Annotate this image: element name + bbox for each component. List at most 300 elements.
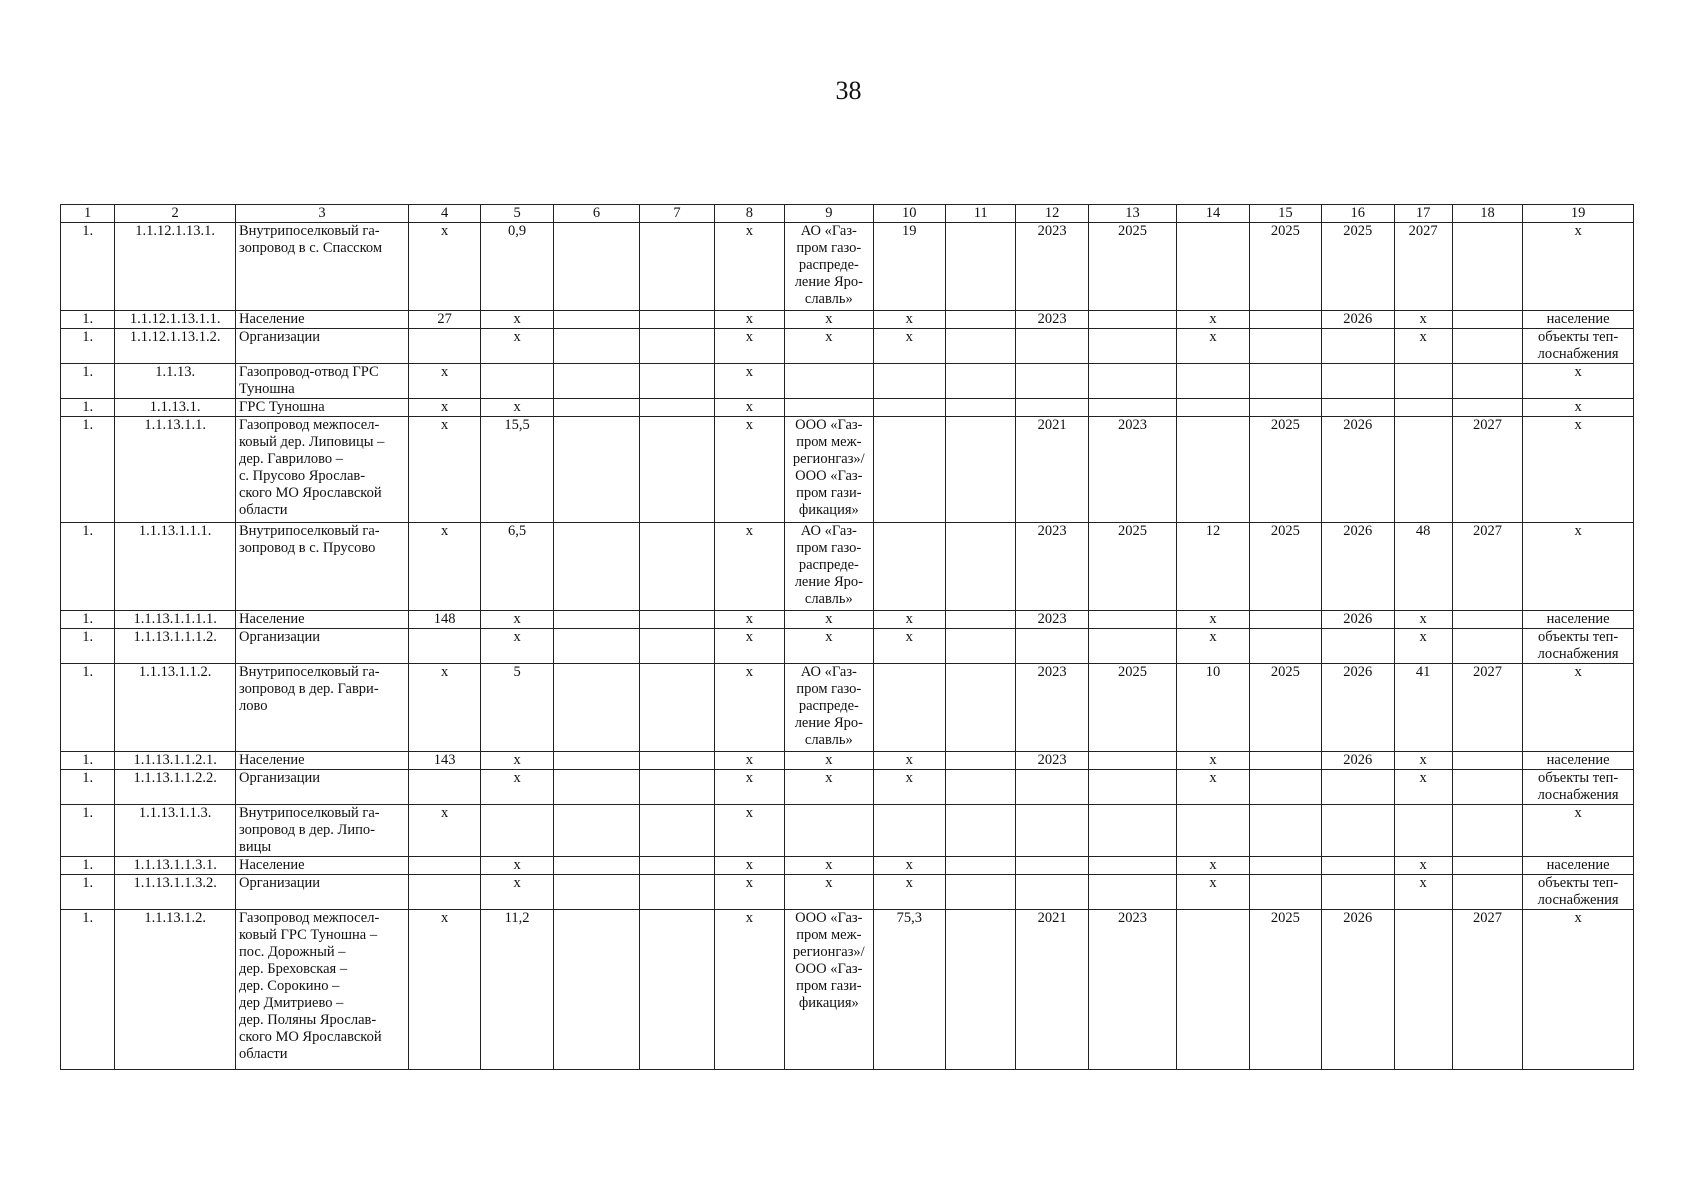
cell-col-6 <box>553 752 639 770</box>
cell-col-6 <box>553 399 639 417</box>
cell-col-11 <box>945 875 1015 910</box>
cell-col-8: x <box>714 329 784 364</box>
cell-col-16: 2026 <box>1322 611 1394 629</box>
cell-col-19: x <box>1523 523 1634 611</box>
cell-col-17 <box>1394 417 1452 523</box>
cell-col-15: 2025 <box>1249 910 1321 1070</box>
cell-col-10: 19 <box>873 223 945 311</box>
cell-col-9: АО «Газ- пром газо- распреде- ление Яро- славль» <box>785 664 874 752</box>
cell-col-10: x <box>873 752 945 770</box>
cell-col-1: 1. <box>61 523 115 611</box>
cell-col-18 <box>1452 611 1522 629</box>
cell-col-18: 2027 <box>1452 910 1522 1070</box>
cell-col-6 <box>553 875 639 910</box>
cell-col-14: x <box>1177 752 1249 770</box>
table-header-row <box>61 205 1634 223</box>
cell-col-1: 1. <box>61 910 115 1070</box>
cell-col-14: 12 <box>1177 523 1249 611</box>
cell-col-9: x <box>785 752 874 770</box>
cell-col-11 <box>945 752 1015 770</box>
cell-col-2: 1.1.13.1. <box>115 399 236 417</box>
cell-col-7 <box>640 910 714 1070</box>
cell-col-4: x <box>408 223 480 311</box>
cell-col-15 <box>1249 752 1321 770</box>
cell-col-12: 2021 <box>1016 910 1088 1070</box>
cell-col-19: население <box>1523 857 1634 875</box>
cell-col-4: x <box>408 523 480 611</box>
cell-col-1: 1. <box>61 399 115 417</box>
cell-col-6 <box>553 364 639 399</box>
cell-col-2: 1.1.13.1.1.1.1. <box>115 611 236 629</box>
cell-col-15 <box>1249 329 1321 364</box>
cell-col-19: объекты теп- лоснабжения <box>1523 329 1634 364</box>
cell-col-6 <box>553 223 639 311</box>
cell-col-17: x <box>1394 329 1452 364</box>
cell-col-12 <box>1016 857 1088 875</box>
cell-col-3: Внутрипоселковый га- зопровод в дер. Липо- вицы <box>235 805 408 857</box>
cell-col-1: 1. <box>61 417 115 523</box>
cell-col-3: Население <box>235 857 408 875</box>
cell-col-14 <box>1177 223 1249 311</box>
cell-col-6 <box>553 664 639 752</box>
cell-col-12: 2023 <box>1016 223 1088 311</box>
cell-col-12: 2021 <box>1016 417 1088 523</box>
column-number-12: 12 <box>1016 205 1088 223</box>
cell-col-2: 1.1.12.1.13.1.2. <box>115 329 236 364</box>
cell-col-14: x <box>1177 770 1249 805</box>
table-row <box>61 664 1634 752</box>
cell-col-16 <box>1322 805 1394 857</box>
cell-col-7 <box>640 805 714 857</box>
cell-col-9: АО «Газ- пром газо- распреде- ление Яро- славль» <box>785 223 874 311</box>
cell-col-17: x <box>1394 752 1452 770</box>
cell-col-19: объекты теп- лоснабжения <box>1523 629 1634 664</box>
cell-col-7 <box>640 523 714 611</box>
cell-col-7 <box>640 629 714 664</box>
cell-col-15 <box>1249 364 1321 399</box>
cell-col-13 <box>1088 311 1177 329</box>
cell-col-2: 1.1.13.1.1.1. <box>115 523 236 611</box>
cell-col-11 <box>945 611 1015 629</box>
cell-col-18: 2027 <box>1452 417 1522 523</box>
cell-col-16: 2025 <box>1322 223 1394 311</box>
cell-col-6 <box>553 611 639 629</box>
cell-col-5: x <box>481 752 553 770</box>
cell-col-5: x <box>481 611 553 629</box>
cell-col-8: x <box>714 311 784 329</box>
cell-col-3: ГРС Туношна <box>235 399 408 417</box>
column-number-11: 11 <box>945 205 1015 223</box>
cell-col-13 <box>1088 611 1177 629</box>
cell-col-4 <box>408 857 480 875</box>
cell-col-1: 1. <box>61 664 115 752</box>
cell-col-18: 2027 <box>1452 523 1522 611</box>
cell-col-1: 1. <box>61 329 115 364</box>
cell-col-11 <box>945 523 1015 611</box>
cell-col-15 <box>1249 629 1321 664</box>
table-row <box>61 329 1634 364</box>
cell-col-3: Газопровод межпосел- ковый ГРС Туношна – пос. Дорожный – дер. Бреховская – дер. Сорокино – дер Дмитриево – дер. Поляны Ярослав- ского МО Ярославской области <box>235 910 408 1070</box>
column-number-6: 6 <box>553 205 639 223</box>
column-number-2: 2 <box>115 205 236 223</box>
cell-col-9 <box>785 805 874 857</box>
cell-col-7 <box>640 364 714 399</box>
cell-col-8: x <box>714 523 784 611</box>
cell-col-12 <box>1016 399 1088 417</box>
cell-col-2: 1.1.12.1.13.1.1. <box>115 311 236 329</box>
table-body <box>61 205 1634 1070</box>
cell-col-3: Организации <box>235 629 408 664</box>
cell-col-6 <box>553 417 639 523</box>
table-row <box>61 875 1634 910</box>
cell-col-5: 11,2 <box>481 910 553 1070</box>
cell-col-15 <box>1249 857 1321 875</box>
cell-col-13 <box>1088 399 1177 417</box>
cell-col-14: x <box>1177 629 1249 664</box>
cell-col-5: x <box>481 311 553 329</box>
cell-col-19: объекты теп- лоснабжения <box>1523 770 1634 805</box>
cell-col-10: 75,3 <box>873 910 945 1070</box>
table-row <box>61 770 1634 805</box>
cell-col-10 <box>873 417 945 523</box>
column-number-19: 19 <box>1523 205 1634 223</box>
cell-col-11 <box>945 629 1015 664</box>
cell-col-15 <box>1249 770 1321 805</box>
cell-col-10 <box>873 664 945 752</box>
cell-col-12: 2023 <box>1016 752 1088 770</box>
table-row <box>61 752 1634 770</box>
cell-col-9: x <box>785 857 874 875</box>
cell-col-11 <box>945 223 1015 311</box>
cell-col-3: Внутрипоселковый га- зопровод в с. Спасском <box>235 223 408 311</box>
cell-col-5: x <box>481 770 553 805</box>
cell-col-8: x <box>714 399 784 417</box>
cell-col-7 <box>640 770 714 805</box>
cell-col-17: 48 <box>1394 523 1452 611</box>
cell-col-13 <box>1088 329 1177 364</box>
cell-col-12: 2023 <box>1016 311 1088 329</box>
cell-col-9 <box>785 399 874 417</box>
cell-col-15: 2025 <box>1249 223 1321 311</box>
cell-col-19: x <box>1523 399 1634 417</box>
cell-col-1: 1. <box>61 805 115 857</box>
cell-col-4: 148 <box>408 611 480 629</box>
column-number-13: 13 <box>1088 205 1177 223</box>
cell-col-13: 2023 <box>1088 910 1177 1070</box>
cell-col-16 <box>1322 857 1394 875</box>
cell-col-12: 2023 <box>1016 664 1088 752</box>
cell-col-15 <box>1249 875 1321 910</box>
table-row <box>61 611 1634 629</box>
cell-col-10 <box>873 523 945 611</box>
cell-col-12: 2023 <box>1016 523 1088 611</box>
cell-col-10: x <box>873 311 945 329</box>
cell-col-3: Население <box>235 752 408 770</box>
cell-col-8: x <box>714 857 784 875</box>
cell-col-18 <box>1452 329 1522 364</box>
cell-col-1: 1. <box>61 311 115 329</box>
cell-col-9: АО «Газ- пром газо- распреде- ление Яро- славль» <box>785 523 874 611</box>
cell-col-3: Организации <box>235 770 408 805</box>
cell-col-19: x <box>1523 805 1634 857</box>
cell-col-12 <box>1016 770 1088 805</box>
cell-col-10: x <box>873 770 945 805</box>
cell-col-14 <box>1177 805 1249 857</box>
cell-col-5: 6,5 <box>481 523 553 611</box>
cell-col-4: 143 <box>408 752 480 770</box>
cell-col-10 <box>873 399 945 417</box>
cell-col-11 <box>945 857 1015 875</box>
cell-col-5 <box>481 805 553 857</box>
cell-col-5: x <box>481 857 553 875</box>
cell-col-2: 1.1.13.1.1.2.2. <box>115 770 236 805</box>
cell-col-8: x <box>714 364 784 399</box>
cell-col-9: x <box>785 329 874 364</box>
table-row <box>61 417 1634 523</box>
cell-col-17: 41 <box>1394 664 1452 752</box>
cell-col-2: 1.1.13.1.1.2. <box>115 664 236 752</box>
cell-col-1: 1. <box>61 611 115 629</box>
cell-col-19: x <box>1523 364 1634 399</box>
cell-col-18 <box>1452 857 1522 875</box>
cell-col-16: 2026 <box>1322 752 1394 770</box>
cell-col-12 <box>1016 364 1088 399</box>
cell-col-2: 1.1.13.1.1.2.1. <box>115 752 236 770</box>
column-number-1: 1 <box>61 205 115 223</box>
table-row <box>61 857 1634 875</box>
cell-col-9: x <box>785 875 874 910</box>
cell-col-2: 1.1.13.1.2. <box>115 910 236 1070</box>
cell-col-13: 2025 <box>1088 664 1177 752</box>
cell-col-19: x <box>1523 223 1634 311</box>
table-row <box>61 523 1634 611</box>
column-number-7: 7 <box>640 205 714 223</box>
cell-col-17 <box>1394 364 1452 399</box>
cell-col-2: 1.1.13.1.1.1.2. <box>115 629 236 664</box>
cell-col-4 <box>408 875 480 910</box>
cell-col-10 <box>873 805 945 857</box>
cell-col-1: 1. <box>61 857 115 875</box>
cell-col-6 <box>553 311 639 329</box>
cell-col-7 <box>640 329 714 364</box>
cell-col-18 <box>1452 805 1522 857</box>
cell-col-17 <box>1394 910 1452 1070</box>
cell-col-13 <box>1088 875 1177 910</box>
cell-col-7 <box>640 223 714 311</box>
cell-col-7 <box>640 664 714 752</box>
cell-col-4 <box>408 629 480 664</box>
cell-col-18 <box>1452 875 1522 910</box>
cell-col-16: 2026 <box>1322 523 1394 611</box>
cell-col-10: x <box>873 629 945 664</box>
cell-col-5: 5 <box>481 664 553 752</box>
cell-col-11 <box>945 399 1015 417</box>
cell-col-5: x <box>481 329 553 364</box>
cell-col-18 <box>1452 223 1522 311</box>
cell-col-16: 2026 <box>1322 311 1394 329</box>
cell-col-7 <box>640 611 714 629</box>
cell-col-3: Население <box>235 311 408 329</box>
cell-col-16 <box>1322 875 1394 910</box>
cell-col-3: Газопровод межпосел- ковый дер. Липовицы – дер. Гаврилово – с. Прусово Ярослав- ского МО Ярославской области <box>235 417 408 523</box>
cell-col-15: 2025 <box>1249 417 1321 523</box>
cell-col-9: ООО «Газ- пром меж- регионгаз»/ ООО «Газ- пром гази- фикация» <box>785 910 874 1070</box>
cell-col-17: x <box>1394 857 1452 875</box>
cell-col-17 <box>1394 399 1452 417</box>
column-number-17: 17 <box>1394 205 1452 223</box>
cell-col-12 <box>1016 805 1088 857</box>
cell-col-17: x <box>1394 611 1452 629</box>
cell-col-13 <box>1088 364 1177 399</box>
cell-col-2: 1.1.13. <box>115 364 236 399</box>
cell-col-11 <box>945 664 1015 752</box>
cell-col-4: 27 <box>408 311 480 329</box>
cell-col-2: 1.1.13.1.1.3. <box>115 805 236 857</box>
cell-col-13 <box>1088 805 1177 857</box>
cell-col-18 <box>1452 311 1522 329</box>
cell-col-16: 2026 <box>1322 910 1394 1070</box>
cell-col-11 <box>945 329 1015 364</box>
cell-col-8: x <box>714 875 784 910</box>
cell-col-13 <box>1088 857 1177 875</box>
cell-col-8: x <box>714 910 784 1070</box>
table-row <box>61 311 1634 329</box>
cell-col-14 <box>1177 399 1249 417</box>
cell-col-7 <box>640 875 714 910</box>
cell-col-18 <box>1452 770 1522 805</box>
cell-col-7 <box>640 399 714 417</box>
column-number-14: 14 <box>1177 205 1249 223</box>
cell-col-1: 1. <box>61 364 115 399</box>
cell-col-7 <box>640 857 714 875</box>
cell-col-16: 2026 <box>1322 417 1394 523</box>
column-number-18: 18 <box>1452 205 1522 223</box>
table-row <box>61 910 1634 1070</box>
cell-col-13: 2025 <box>1088 223 1177 311</box>
cell-col-15 <box>1249 311 1321 329</box>
cell-col-14: x <box>1177 311 1249 329</box>
cell-col-14: x <box>1177 329 1249 364</box>
cell-col-18 <box>1452 364 1522 399</box>
cell-col-8: x <box>714 629 784 664</box>
cell-col-6 <box>553 629 639 664</box>
cell-col-5: 0,9 <box>481 223 553 311</box>
cell-col-4 <box>408 770 480 805</box>
column-number-8: 8 <box>714 205 784 223</box>
investment-table <box>60 204 1634 1070</box>
cell-col-19: x <box>1523 417 1634 523</box>
cell-col-6 <box>553 857 639 875</box>
cell-col-6 <box>553 910 639 1070</box>
cell-col-3: Газопровод-отвод ГРС Туношна <box>235 364 408 399</box>
cell-col-17: x <box>1394 629 1452 664</box>
cell-col-14: 10 <box>1177 664 1249 752</box>
page-number: 38 <box>835 76 862 105</box>
cell-col-6 <box>553 805 639 857</box>
cell-col-1: 1. <box>61 752 115 770</box>
cell-col-10: x <box>873 857 945 875</box>
cell-col-18 <box>1452 399 1522 417</box>
cell-col-16: 2026 <box>1322 664 1394 752</box>
cell-col-10: x <box>873 329 945 364</box>
cell-col-11 <box>945 910 1015 1070</box>
column-number-15: 15 <box>1249 205 1321 223</box>
cell-col-10: x <box>873 611 945 629</box>
cell-col-4: x <box>408 664 480 752</box>
cell-col-19: x <box>1523 910 1634 1070</box>
cell-col-12 <box>1016 329 1088 364</box>
cell-col-12 <box>1016 629 1088 664</box>
cell-col-11 <box>945 770 1015 805</box>
table-row <box>61 223 1634 311</box>
cell-col-3: Внутрипоселковый га- зопровод в дер. Гаври- лово <box>235 664 408 752</box>
cell-col-10 <box>873 364 945 399</box>
cell-col-18 <box>1452 629 1522 664</box>
table-row <box>61 805 1634 857</box>
cell-col-9: x <box>785 770 874 805</box>
cell-col-13: 2025 <box>1088 523 1177 611</box>
column-number-16: 16 <box>1322 205 1394 223</box>
cell-col-4: x <box>408 805 480 857</box>
cell-col-18: 2027 <box>1452 664 1522 752</box>
cell-col-3: Внутрипоселковый га- зопровод в с. Прусово <box>235 523 408 611</box>
cell-col-4: x <box>408 910 480 1070</box>
cell-col-1: 1. <box>61 875 115 910</box>
cell-col-10: x <box>873 875 945 910</box>
cell-col-7 <box>640 311 714 329</box>
cell-col-7 <box>640 417 714 523</box>
cell-col-8: x <box>714 664 784 752</box>
cell-col-15 <box>1249 399 1321 417</box>
column-number-10: 10 <box>873 205 945 223</box>
cell-col-5: x <box>481 399 553 417</box>
cell-col-15 <box>1249 611 1321 629</box>
cell-col-6 <box>553 523 639 611</box>
cell-col-8: x <box>714 805 784 857</box>
table-row <box>61 399 1634 417</box>
cell-col-3: Организации <box>235 875 408 910</box>
cell-col-9: x <box>785 629 874 664</box>
column-number-3: 3 <box>235 205 408 223</box>
cell-col-8: x <box>714 223 784 311</box>
cell-col-2: 1.1.13.1.1. <box>115 417 236 523</box>
column-number-4: 4 <box>408 205 480 223</box>
cell-col-8: x <box>714 752 784 770</box>
cell-col-8: x <box>714 770 784 805</box>
cell-col-16 <box>1322 770 1394 805</box>
cell-col-15 <box>1249 805 1321 857</box>
cell-col-12: 2023 <box>1016 611 1088 629</box>
cell-col-11 <box>945 805 1015 857</box>
cell-col-8: x <box>714 611 784 629</box>
cell-col-16 <box>1322 399 1394 417</box>
cell-col-14: x <box>1177 875 1249 910</box>
cell-col-15: 2025 <box>1249 523 1321 611</box>
cell-col-13 <box>1088 752 1177 770</box>
cell-col-13 <box>1088 770 1177 805</box>
table-row <box>61 364 1634 399</box>
table-row <box>61 629 1634 664</box>
cell-col-6 <box>553 329 639 364</box>
cell-col-3: Организации <box>235 329 408 364</box>
cell-col-4 <box>408 329 480 364</box>
cell-col-17: x <box>1394 311 1452 329</box>
cell-col-13: 2023 <box>1088 417 1177 523</box>
cell-col-2: 1.1.13.1.1.3.2. <box>115 875 236 910</box>
cell-col-2: 1.1.12.1.13.1. <box>115 223 236 311</box>
cell-col-9: x <box>785 611 874 629</box>
cell-col-13 <box>1088 629 1177 664</box>
